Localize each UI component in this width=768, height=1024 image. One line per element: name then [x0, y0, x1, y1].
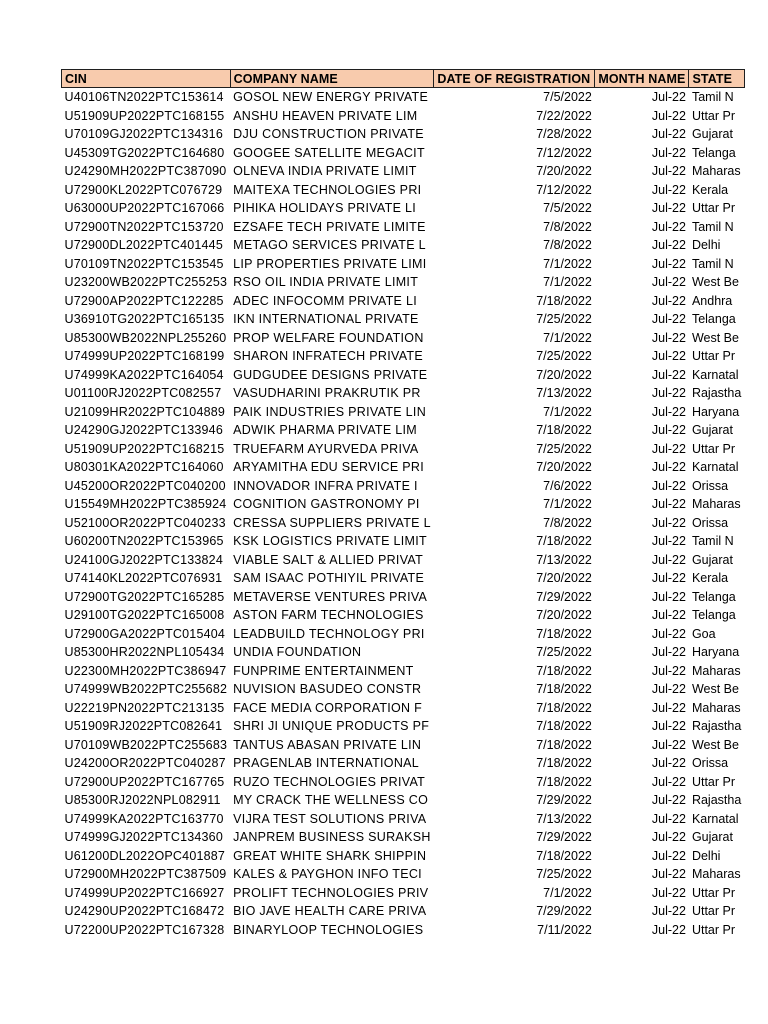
month-name-cell[interactable]: Jul-22: [651, 700, 686, 715]
registration-date-cell[interactable]: 7/13/2022: [536, 386, 592, 401]
cin-cell[interactable]: U85300HR2022NPL105434: [64, 645, 225, 660]
cin-cell[interactable]: U74999WB2022PTC255682: [64, 682, 228, 697]
state-cell[interactable]: Telanga: [691, 312, 736, 327]
state-cell[interactable]: Haryana: [691, 645, 740, 660]
month-name-cell[interactable]: Jul-22: [651, 182, 686, 197]
state-cell[interactable]: West Be: [691, 737, 739, 752]
table-row: [62, 606, 745, 625]
month-name-cell[interactable]: Jul-22: [651, 756, 686, 771]
company-name-cell[interactable]: GREAT WHITE SHARK SHIPPIN: [233, 848, 427, 863]
header-cin[interactable]: CIN: [62, 70, 231, 88]
company-name-cell[interactable]: DJU CONSTRUCTION PRIVATE: [233, 127, 424, 142]
state-cell[interactable]: Karnatal: [691, 367, 739, 382]
company-name-cell[interactable]: FACE MEDIA CORPORATION F: [233, 700, 423, 715]
company-name-cell[interactable]: EZSAFE TECH PRIVATE LIMITE: [233, 219, 426, 234]
company-name-cell[interactable]: PRAGENLAB INTERNATIONAL: [233, 756, 420, 771]
registration-date-cell[interactable]: 7/29/2022: [536, 904, 592, 919]
table-row: [62, 273, 745, 292]
company-name-cell[interactable]: IKN INTERNATIONAL PRIVATE: [233, 312, 419, 327]
state-cell[interactable]: Maharas: [691, 700, 741, 715]
state-cell[interactable]: West Be: [691, 275, 739, 290]
company-name-cell[interactable]: PIHIKA HOLIDAYS PRIVATE LI: [233, 201, 417, 216]
month-name-cell[interactable]: Jul-22: [651, 460, 686, 475]
company-name-cell[interactable]: ARYAMITHA EDU SERVICE PRI: [233, 460, 425, 475]
cin-cell[interactable]: U85300RJ2022NPL082911: [64, 793, 221, 808]
table-row: [62, 921, 745, 940]
state-cell[interactable]: Maharas: [691, 663, 741, 678]
month-name-cell[interactable]: Jul-22: [651, 201, 686, 216]
company-name-cell[interactable]: SHRI JI UNIQUE PRODUCTS PF: [233, 719, 430, 734]
cin-cell[interactable]: U72200UP2022PTC167328: [64, 922, 225, 937]
month-name-cell[interactable]: Jul-22: [651, 830, 686, 845]
month-name-cell[interactable]: Jul-22: [651, 867, 686, 882]
table-row: [62, 754, 745, 773]
registration-date-cell[interactable]: 7/18/2022: [536, 737, 592, 752]
state-cell[interactable]: Rajastha: [691, 386, 742, 401]
month-name-cell[interactable]: Jul-22: [651, 904, 686, 919]
month-name-cell[interactable]: Jul-22: [651, 219, 686, 234]
month-name-cell[interactable]: Jul-22: [651, 108, 686, 123]
table-row: [62, 643, 745, 662]
table-row: [62, 421, 745, 440]
month-name-cell[interactable]: Jul-22: [651, 663, 686, 678]
company-name-cell[interactable]: COGNITION GASTRONOMY PI: [233, 497, 420, 512]
registration-date-cell[interactable]: 7/8/2022: [543, 238, 592, 253]
cin-cell[interactable]: U72900TG2022PTC165285: [64, 589, 225, 604]
month-name-cell[interactable]: Jul-22: [651, 127, 686, 142]
table-row: [62, 107, 745, 126]
registration-date-cell[interactable]: 7/18/2022: [536, 700, 592, 715]
registration-date-cell[interactable]: 7/1/2022: [543, 497, 592, 512]
month-name-cell[interactable]: Jul-22: [651, 626, 686, 641]
cin-cell[interactable]: U40106TN2022PTC153614: [64, 90, 224, 105]
company-name-cell[interactable]: KSK LOGISTICS PRIVATE LIMIT: [233, 534, 427, 549]
state-cell[interactable]: Goa: [691, 626, 716, 641]
state-cell[interactable]: Maharas: [691, 497, 741, 512]
registration-date-cell[interactable]: 7/18/2022: [536, 293, 592, 308]
month-name-cell[interactable]: Jul-22: [651, 885, 686, 900]
cin-cell[interactable]: U24200OR2022PTC040287: [64, 756, 226, 771]
state-cell[interactable]: Karnatal: [691, 811, 739, 826]
state-cell[interactable]: Uttar Pr: [691, 885, 736, 900]
table-row: [62, 403, 745, 422]
registration-date-cell[interactable]: 7/28/2022: [536, 127, 592, 142]
table-row: [62, 495, 745, 514]
header-month-name[interactable]: MONTH NAME: [595, 70, 689, 88]
company-name-cell[interactable]: VIJRA TEST SOLUTIONS PRIVA: [233, 811, 427, 826]
registration-date-cell[interactable]: 7/20/2022: [536, 460, 592, 475]
table-row: [62, 310, 745, 329]
table-row: [62, 865, 745, 884]
registration-date-cell[interactable]: 7/13/2022: [536, 811, 592, 826]
company-name-cell[interactable]: RSO OIL INDIA PRIVATE LIMIT: [233, 275, 419, 290]
table-row: [62, 662, 745, 681]
registration-date-cell[interactable]: 7/18/2022: [536, 848, 592, 863]
company-name-cell[interactable]: NUVISION BASUDEO CONSTR: [233, 682, 422, 697]
cin-cell[interactable]: U72900GA2022PTC015404: [64, 626, 226, 641]
month-name-cell[interactable]: Jul-22: [651, 145, 686, 160]
table-row: [62, 514, 745, 533]
state-cell[interactable]: Maharas: [691, 164, 741, 179]
month-name-cell[interactable]: Jul-22: [651, 478, 686, 493]
month-name-cell[interactable]: Jul-22: [651, 293, 686, 308]
company-name-cell[interactable]: TRUEFARM AYURVEDA PRIVA: [233, 441, 419, 456]
company-name-cell[interactable]: ADWIK PHARMA PRIVATE LIM: [233, 423, 418, 438]
state-cell[interactable]: Uttar Pr: [691, 441, 736, 456]
table-row: [62, 828, 745, 847]
registration-date-cell[interactable]: 7/22/2022: [536, 108, 592, 123]
table-row: [62, 477, 745, 496]
registration-date-cell[interactable]: 7/25/2022: [536, 441, 592, 456]
state-cell[interactable]: Haryana: [691, 404, 740, 419]
company-name-cell[interactable]: GOSOL NEW ENERGY PRIVATE: [233, 90, 429, 105]
table-row: [62, 384, 745, 403]
month-name-cell[interactable]: Jul-22: [651, 922, 686, 937]
table-row: [62, 588, 745, 607]
table-row: [62, 162, 745, 181]
month-name-cell[interactable]: Jul-22: [651, 90, 686, 105]
registration-date-cell[interactable]: 7/18/2022: [536, 774, 592, 789]
month-name-cell[interactable]: Jul-22: [651, 256, 686, 271]
cin-cell[interactable]: U74140KL2022PTC076931: [64, 571, 223, 586]
registration-date-cell[interactable]: 7/20/2022: [536, 164, 592, 179]
cin-cell[interactable]: U74999UP2022PTC166927: [64, 885, 225, 900]
month-name-cell[interactable]: Jul-22: [651, 682, 686, 697]
state-cell[interactable]: Gujarat: [691, 423, 733, 438]
company-name-cell[interactable]: BIO JAVE HEALTH CARE PRIVA: [233, 904, 427, 919]
header-state[interactable]: STATE: [689, 70, 744, 88]
state-cell[interactable]: Tamil N: [691, 256, 734, 271]
company-name-cell[interactable]: GUDGUDEE DESIGNS PRIVATE: [233, 367, 428, 382]
cin-cell[interactable]: U24290MH2022PTC387090: [64, 164, 227, 179]
month-name-cell[interactable]: Jul-22: [651, 404, 686, 419]
cin-cell[interactable]: U74999GJ2022PTC134360: [64, 830, 223, 845]
state-cell[interactable]: Tamil N: [691, 90, 734, 105]
state-cell[interactable]: Gujarat: [691, 552, 733, 567]
month-name-cell[interactable]: Jul-22: [651, 349, 686, 364]
table-row: [62, 347, 745, 366]
registration-date-cell[interactable]: 7/1/2022: [543, 885, 592, 900]
table-row: [62, 699, 745, 718]
cin-cell[interactable]: U22219PN2022PTC213135: [64, 700, 225, 715]
cin-cell[interactable]: U72900KL2022PTC076729: [64, 182, 223, 197]
company-name-cell[interactable]: METAVERSE VENTURES PRIVA: [233, 589, 428, 604]
cin-cell[interactable]: U72900UP2022PTC167765: [64, 774, 225, 789]
table-row: [62, 884, 745, 903]
table-row: [62, 902, 745, 921]
month-name-cell[interactable]: Jul-22: [651, 848, 686, 863]
state-cell[interactable]: Rajastha: [691, 719, 742, 734]
month-name-cell[interactable]: Jul-22: [651, 312, 686, 327]
table-row: [62, 366, 745, 385]
state-cell[interactable]: Tamil N: [691, 219, 734, 234]
month-name-cell[interactable]: Jul-22: [651, 719, 686, 734]
month-name-cell[interactable]: Jul-22: [651, 608, 686, 623]
cin-cell[interactable]: U52100OR2022PTC040233: [64, 515, 226, 530]
state-cell[interactable]: Gujarat: [691, 127, 733, 142]
state-cell[interactable]: Karnatal: [691, 460, 739, 475]
registration-date-cell[interactable]: 7/29/2022: [536, 793, 592, 808]
registration-date-cell[interactable]: 7/25/2022: [536, 645, 592, 660]
header-company-name[interactable]: COMPANY NAME: [230, 70, 434, 88]
table-row: [62, 329, 745, 348]
table-row: [62, 255, 745, 274]
company-name-cell[interactable]: SAM ISAAC POTHIYIL PRIVATE: [233, 571, 425, 586]
month-name-cell[interactable]: Jul-22: [651, 571, 686, 586]
registration-date-cell[interactable]: 7/18/2022: [536, 719, 592, 734]
company-name-cell[interactable]: SHARON INFRATECH PRIVATE: [233, 349, 424, 364]
cin-cell[interactable]: U70109TN2022PTC153545: [64, 256, 224, 271]
registration-date-cell[interactable]: 7/18/2022: [536, 626, 592, 641]
registration-date-cell[interactable]: 7/1/2022: [543, 404, 592, 419]
state-cell[interactable]: Telanga: [691, 589, 736, 604]
registration-date-cell[interactable]: 7/18/2022: [536, 663, 592, 678]
state-cell[interactable]: Telanga: [691, 145, 736, 160]
state-cell[interactable]: Uttar Pr: [691, 108, 736, 123]
month-name-cell[interactable]: Jul-22: [651, 423, 686, 438]
registration-date-cell[interactable]: 7/18/2022: [536, 682, 592, 697]
cin-cell[interactable]: U74999KA2022PTC163770: [64, 811, 224, 826]
cin-cell[interactable]: U74999UP2022PTC168199: [64, 349, 225, 364]
table-row: [62, 847, 745, 866]
table-row: [62, 292, 745, 311]
table-row: [62, 199, 745, 218]
table-row: [62, 717, 745, 736]
cin-cell[interactable]: U51909UP2022PTC168215: [64, 441, 225, 456]
month-name-cell[interactable]: Jul-22: [651, 238, 686, 253]
state-cell[interactable]: Gujarat: [691, 830, 733, 845]
company-name-cell[interactable]: RUZO TECHNOLOGIES PRIVAT: [233, 774, 426, 789]
registration-date-cell[interactable]: 7/13/2022: [536, 552, 592, 567]
company-name-cell[interactable]: VIABLE SALT & ALLIED PRIVAT: [233, 552, 424, 567]
table-row: [62, 458, 745, 477]
table-row: [62, 625, 745, 644]
month-name-cell[interactable]: Jul-22: [651, 386, 686, 401]
state-cell[interactable]: Orissa: [691, 478, 729, 493]
registration-date-cell[interactable]: 7/25/2022: [536, 867, 592, 882]
cin-cell[interactable]: U60200TN2022PTC153965: [64, 534, 224, 549]
company-name-cell[interactable]: MY CRACK THE WELLNESS CO: [233, 793, 429, 808]
cin-cell[interactable]: U51909RJ2022PTC082641: [64, 719, 223, 734]
cin-cell[interactable]: U63000UP2022PTC167066: [64, 201, 225, 216]
state-cell[interactable]: West Be: [691, 682, 739, 697]
month-name-cell[interactable]: Jul-22: [651, 534, 686, 549]
registration-date-cell[interactable]: 7/11/2022: [537, 922, 592, 937]
registration-date-cell[interactable]: 7/18/2022: [536, 756, 592, 771]
company-name-cell[interactable]: ASTON FARM TECHNOLOGIES: [233, 608, 424, 623]
registration-date-cell[interactable]: 7/1/2022: [543, 256, 592, 271]
month-name-cell[interactable]: Jul-22: [651, 275, 686, 290]
company-name-cell[interactable]: OLNEVA INDIA PRIVATE LIMIT: [233, 164, 417, 179]
company-name-cell[interactable]: TANTUS ABASAN PRIVATE LIN: [233, 737, 422, 752]
registration-date-cell[interactable]: 7/1/2022: [543, 275, 592, 290]
cin-cell[interactable]: U15549MH2022PTC385924: [64, 497, 227, 512]
company-name-cell[interactable]: KALES & PAYGHON INFO TECI: [233, 867, 422, 882]
company-name-cell[interactable]: ANSHU HEAVEN PRIVATE LIM: [233, 108, 418, 123]
state-cell[interactable]: Orissa: [691, 515, 729, 530]
registration-date-cell[interactable]: 7/8/2022: [543, 219, 592, 234]
registration-date-cell[interactable]: 7/6/2022: [543, 478, 592, 493]
company-name-cell[interactable]: METAGO SERVICES PRIVATE L: [233, 238, 426, 253]
month-name-cell[interactable]: Jul-22: [651, 330, 686, 345]
cin-cell[interactable]: U36910TG2022PTC165135: [64, 312, 225, 327]
cin-cell[interactable]: U85300WB2022NPL255260: [64, 330, 227, 345]
company-name-cell[interactable]: GOOGEE SATELLITE MEGACIT: [233, 145, 425, 160]
company-name-cell[interactable]: CRESSA SUPPLIERS PRIVATE L: [233, 515, 431, 530]
state-cell[interactable]: West Be: [691, 330, 739, 345]
company-name-cell[interactable]: PROLIFT TECHNOLOGIES PRIV: [233, 885, 429, 900]
registration-date-cell[interactable]: 7/20/2022: [536, 571, 592, 586]
company-name-cell[interactable]: LIP PROPERTIES PRIVATE LIMI: [233, 256, 427, 271]
registration-date-cell[interactable]: 7/8/2022: [543, 515, 592, 530]
cin-cell[interactable]: U23200WB2022PTC255253: [64, 275, 228, 290]
header-row: [62, 70, 745, 88]
company-name-cell[interactable]: LEADBUILD TECHNOLOGY PRI: [233, 626, 425, 641]
company-name-cell[interactable]: UNDIA FOUNDATION: [233, 645, 362, 660]
registration-date-cell[interactable]: 7/5/2022: [543, 201, 592, 216]
state-cell[interactable]: Tamil N: [691, 534, 734, 549]
registration-date-cell[interactable]: 7/1/2022: [543, 330, 592, 345]
cin-cell[interactable]: U61200DL2022OPC401887: [64, 848, 226, 863]
month-name-cell[interactable]: Jul-22: [651, 552, 686, 567]
table-row: [62, 569, 745, 588]
header-date-of-registration[interactable]: DATE OF REGISTRATION: [434, 70, 595, 88]
table-row: [62, 125, 745, 144]
month-name-cell[interactable]: Jul-22: [651, 811, 686, 826]
company-name-cell[interactable]: JANPREM BUSINESS SURAKSH: [233, 830, 431, 845]
table-row: [62, 680, 745, 699]
registration-date-cell[interactable]: 7/20/2022: [536, 367, 592, 382]
table-row: [62, 218, 745, 237]
cin-cell[interactable]: U45309TG2022PTC164680: [64, 145, 225, 160]
month-name-cell[interactable]: Jul-22: [651, 645, 686, 660]
state-cell[interactable]: Andhra: [691, 293, 733, 308]
cin-cell[interactable]: U29100TG2022PTC165008: [64, 608, 225, 623]
cin-cell[interactable]: U24290UP2022PTC168472: [64, 904, 225, 919]
table-row: [62, 791, 745, 810]
state-cell[interactable]: Uttar Pr: [691, 774, 736, 789]
spreadsheet-table: [61, 69, 745, 939]
company-name-cell[interactable]: PROP WELFARE FOUNDATION: [233, 330, 424, 345]
month-name-cell[interactable]: Jul-22: [651, 737, 686, 752]
cin-cell[interactable]: U72900TN2022PTC153720: [64, 219, 224, 234]
company-name-cell[interactable]: BINARYLOOP TECHNOLOGIES: [233, 922, 424, 937]
cin-cell[interactable]: U70109WB2022PTC255683: [64, 737, 228, 752]
cin-cell[interactable]: U72900AP2022PTC122285: [64, 293, 224, 308]
state-cell[interactable]: Uttar Pr: [691, 201, 736, 216]
table-row: [62, 144, 745, 163]
registration-date-cell[interactable]: 7/18/2022: [536, 423, 592, 438]
month-name-cell[interactable]: Jul-22: [651, 367, 686, 382]
registration-date-cell[interactable]: 7/20/2022: [536, 608, 592, 623]
table-row: [62, 181, 745, 200]
month-name-cell[interactable]: Jul-22: [651, 164, 686, 179]
state-cell[interactable]: Kerala: [691, 571, 729, 586]
cin-cell[interactable]: U74999KA2022PTC164054: [64, 367, 224, 382]
company-name-cell[interactable]: INNOVADOR INFRA PRIVATE I: [233, 478, 418, 493]
company-name-cell[interactable]: VASUDHARINI PRAKRUTIK PR: [233, 386, 421, 401]
month-name-cell[interactable]: Jul-22: [651, 793, 686, 808]
company-name-cell[interactable]: ADEC INFOCOMM PRIVATE LI: [233, 293, 417, 308]
table-row: [62, 773, 745, 792]
state-cell[interactable]: Kerala: [691, 182, 729, 197]
registration-date-cell[interactable]: 7/29/2022: [536, 830, 592, 845]
cin-cell[interactable]: U80301KA2022PTC164060: [64, 460, 224, 475]
cin-cell[interactable]: U51909UP2022PTC168155: [64, 108, 225, 123]
table-row: [62, 532, 745, 551]
table-row: [62, 88, 745, 107]
table-row: [62, 440, 745, 459]
month-name-cell[interactable]: Jul-22: [651, 497, 686, 512]
company-name-cell[interactable]: FUNPRIME ENTERTAINMENT: [233, 663, 414, 678]
cin-cell[interactable]: U72900DL2022PTC401445: [64, 238, 223, 253]
state-cell[interactable]: Uttar Pr: [691, 922, 736, 937]
registration-date-cell[interactable]: 7/12/2022: [536, 145, 592, 160]
month-name-cell[interactable]: Jul-22: [651, 589, 686, 604]
cin-cell[interactable]: U72900MH2022PTC387509: [64, 867, 227, 882]
company-name-cell[interactable]: MAITEXA TECHNOLOGIES PRI: [233, 182, 422, 197]
cin-cell[interactable]: U24100GJ2022PTC133824: [64, 552, 223, 567]
registration-date-cell[interactable]: 7/12/2022: [536, 182, 592, 197]
cin-cell[interactable]: U22300MH2022PTC386947: [64, 663, 227, 678]
registration-date-cell[interactable]: 7/5/2022: [543, 90, 592, 105]
registration-date-cell[interactable]: 7/18/2022: [536, 534, 592, 549]
table-row: [62, 236, 745, 255]
table-row: [62, 810, 745, 829]
cin-cell[interactable]: U21099HR2022PTC104889: [64, 404, 226, 419]
cin-cell[interactable]: U01100RJ2022PTC082557: [64, 386, 222, 401]
registration-date-cell[interactable]: 7/25/2022: [536, 349, 592, 364]
cin-cell[interactable]: U24290GJ2022PTC133946: [64, 423, 223, 438]
state-cell[interactable]: Rajastha: [691, 793, 742, 808]
month-name-cell[interactable]: Jul-22: [651, 441, 686, 456]
month-name-cell[interactable]: Jul-22: [651, 774, 686, 789]
table-row: [62, 551, 745, 570]
registration-date-cell[interactable]: 7/29/2022: [536, 589, 592, 604]
state-cell[interactable]: Maharas: [691, 867, 741, 882]
state-cell[interactable]: Delhi: [691, 848, 721, 863]
state-cell[interactable]: Orissa: [691, 756, 729, 771]
cin-cell[interactable]: U45200OR2022PTC040200: [64, 478, 226, 493]
month-name-cell[interactable]: Jul-22: [651, 515, 686, 530]
state-cell[interactable]: Telanga: [691, 608, 736, 623]
company-name-cell[interactable]: PAIK INDUSTRIES PRIVATE LIN: [233, 404, 427, 419]
cin-cell[interactable]: U70109GJ2022PTC134316: [64, 127, 223, 142]
state-cell[interactable]: Uttar Pr: [691, 349, 736, 364]
table-row: [62, 736, 745, 755]
registration-date-cell[interactable]: 7/25/2022: [536, 312, 592, 327]
state-cell[interactable]: Delhi: [691, 238, 721, 253]
state-cell[interactable]: Uttar Pr: [691, 904, 736, 919]
